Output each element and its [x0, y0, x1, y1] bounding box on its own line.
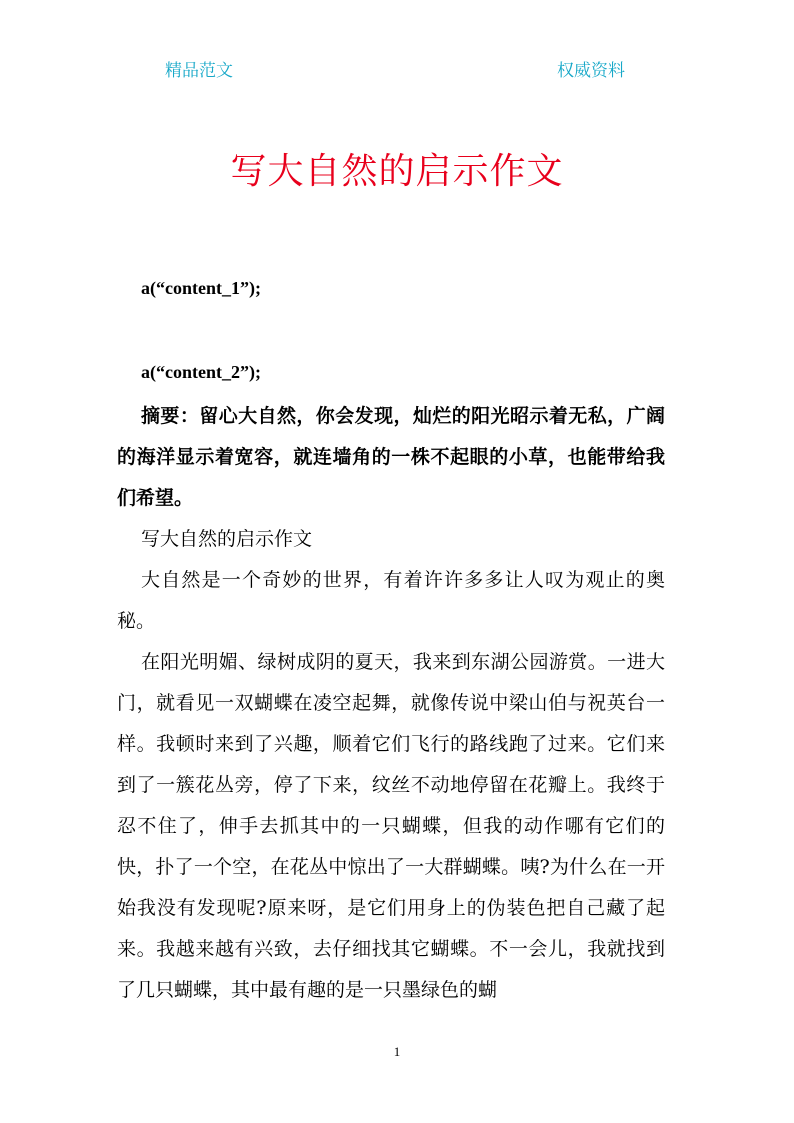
document-title: 写大自然的启示作文: [230, 151, 564, 192]
page-number: 1: [393, 1044, 401, 1059]
code-line-1: a(“content_1”);: [141, 278, 261, 298]
header-left-label: 精品范文: [165, 61, 233, 81]
header-right-label: 权威资料: [557, 61, 625, 81]
code-line-2: a(“content_2”);: [141, 362, 261, 382]
subtitle-paragraph: 写大自然的启示作文: [141, 528, 313, 550]
body-paragraph-1: 大自然是一个奇妙的世界，有着许许多多让人叹为观止的奥秘。: [117, 569, 665, 632]
abstract-paragraph: 摘要：留心大自然，你会发现，灿烂的阳光昭示着无私，广阔的海洋显示着宽容，就连墙角的一株不起眼的小草，也能带给我们希望。: [117, 405, 665, 509]
body-paragraph-2: 在阳光明媚、绿树成阴的夏天，我来到东湖公园游赏。一进大门，就看见一双蝴蝶在凌空起舞，就像传说中梁山伯与祝英台一样。我顿时来到了兴趣，顺着它们飞行的路线跑了过来。它们来到了一簇花丛旁，停了下来，纹丝不动地停留在花瓣上。我终于忍不住了，伸手去抓其中的一只蝴蝶，但我的动作哪有它们的快，扑了一个空，在花丛中惊出了一大群蝴蝶。咦?为什么在一开始我没有发现呢?原来呀，是它们用身上的伪装色把自己藏了起来。我越来越有兴致，去仔细找其它蝴蝶。不一会儿，我就找到了几只蝴蝶，其中最有趣的是一只墨绿色的蝴: [117, 651, 665, 1001]
article-body: [117, 396, 665, 1011]
